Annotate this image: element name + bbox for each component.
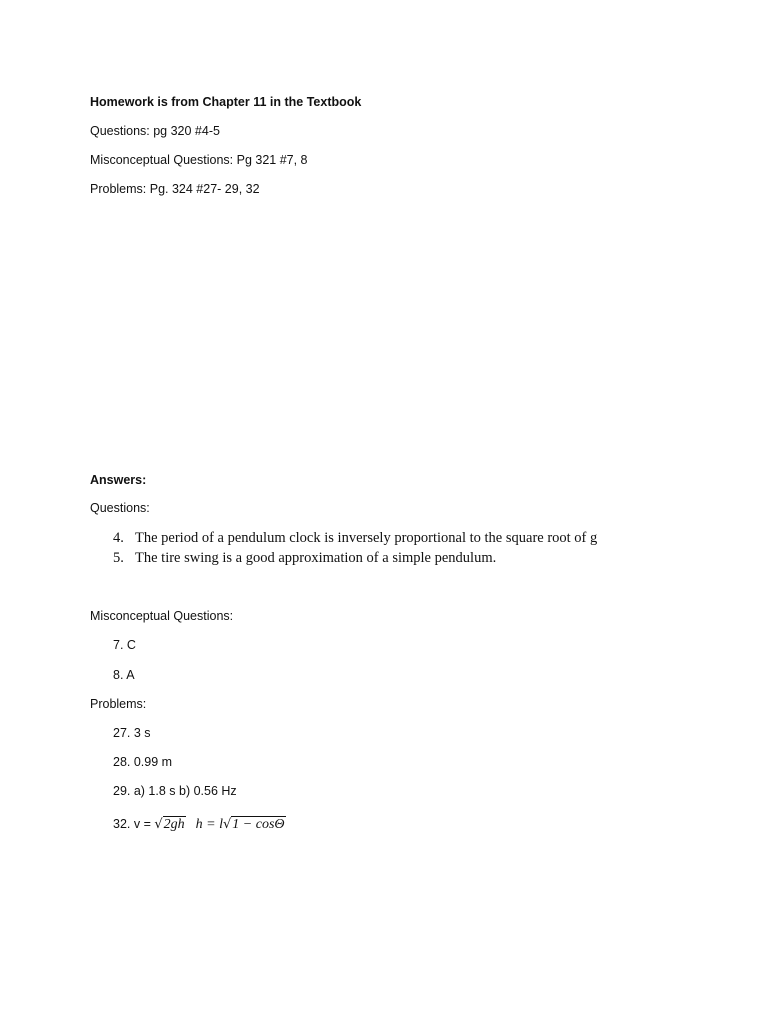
radical-sign: √ xyxy=(223,817,232,832)
answer-problem-29: 29. a) 1.8 s b) 0.56 Hz xyxy=(113,784,237,798)
answer-misconceptual-8: 8. A xyxy=(113,668,135,682)
homework-problems: Problems: Pg. 324 #27- 29, 32 xyxy=(90,182,260,196)
homework-misconceptual: Misconceptual Questions: Pg 321 #7, 8 xyxy=(90,153,308,167)
answers-heading: Answers: xyxy=(90,473,147,487)
list-number: 5. xyxy=(113,550,124,566)
radicand: 1 − cosΘ xyxy=(232,817,285,832)
list-number: 4. xyxy=(113,530,124,546)
h-equals-l: h = l xyxy=(195,817,223,832)
answer-problem-32 xyxy=(113,816,286,833)
answer-problem-27: 27. 3 s xyxy=(113,726,151,740)
answer-question-4 xyxy=(113,530,597,546)
answers-questions-label: Questions: xyxy=(90,501,150,515)
sqrt-1-minus-cos xyxy=(223,817,286,833)
problem-32-prefix: 32. v = xyxy=(113,817,155,831)
homework-heading: Homework is from Chapter 11 in the Textbook xyxy=(90,95,362,109)
answer-question-5 xyxy=(113,550,496,566)
sqrt-2gh xyxy=(154,817,185,833)
list-text: The tire swing is a good approximation of a simple pendulum. xyxy=(135,550,497,566)
radical-sign: √ xyxy=(154,817,163,832)
answer-problem-28: 28. 0.99 m xyxy=(113,755,173,769)
radicand: 2gh xyxy=(163,817,185,832)
list-text: The period of a pendulum clock is inversely proportional to the square root of g xyxy=(135,530,598,546)
answer-misconceptual-7: 7. C xyxy=(113,638,136,652)
answers-misconceptual-label: Misconceptual Questions: xyxy=(90,609,234,623)
answers-problems-label: Problems: xyxy=(90,697,147,711)
homework-questions: Questions: pg 320 #4-5 xyxy=(90,124,220,138)
